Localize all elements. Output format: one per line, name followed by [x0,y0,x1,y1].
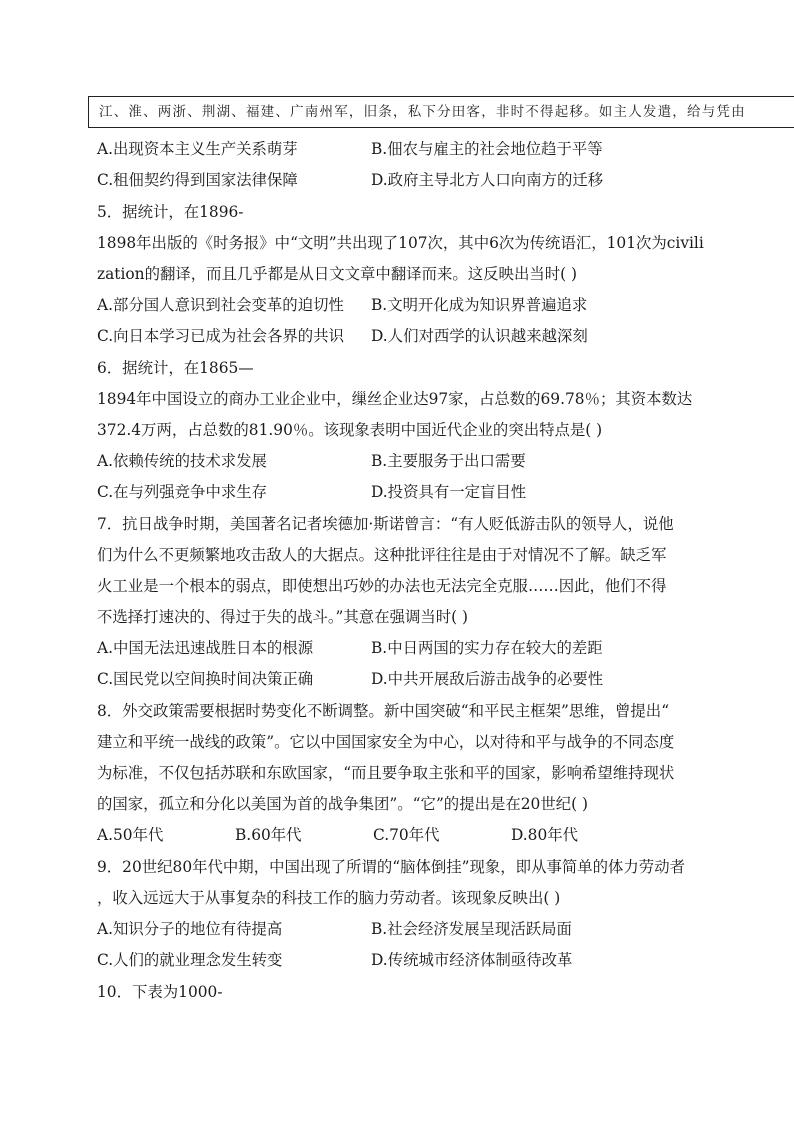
q10-stem-line-1: 10．下表为1000- [97,983,223,1001]
q6-stem-line-1: 6．据统计，在1865— [97,359,254,377]
q7-option-b[interactable]: B.中日两国的实力存在较大的差距 [371,639,603,657]
q6-option-b[interactable]: B.主要服务于出口需要 [371,452,526,470]
q9-option-b[interactable]: B.社会经济发展呈现活跃局面 [371,920,572,938]
q7-option-d[interactable]: D.中共开展敌后游击战争的必要性 [371,670,604,688]
q8-stem-line-2: 建立和平统一战线的政策”。它以中国国家安全为中心，以对待和平与战争的不同态度 [97,733,675,751]
q5-option-c[interactable]: C.向日本学习已成为社会各界的共识 [97,327,344,345]
q7-option-c[interactable]: C.国民党以空间换时间决策正确 [97,670,314,688]
q6-stem-line-3: 372.4万两，占总数的81.90％。该现象表明中国近代企业的突出特点是( ) [97,421,603,439]
q8-option-b[interactable]: B.60年代 [235,826,302,844]
q7-stem-line-1: 7．抗日战争时期，美国著名记者埃德加·斯诺曾言：“有人贬低游击队的领导人，说他 [97,515,674,533]
q5-stem-line-1: 5．据统计，在1896- [97,203,244,221]
q4-option-a[interactable]: A.出现资本主义生产关系萌芽 [97,140,298,158]
q5-option-b[interactable]: B.文明开化成为知识界普遍追求 [371,296,588,314]
q5-option-a[interactable]: A.部分国人意识到社会变革的迫切性 [97,296,344,314]
q5-option-d[interactable]: D.人们对西学的认识越来越深刻 [371,327,588,345]
q7-stem-line-2: 们为什么不更频繁地攻击敌人的大据点。这种批评往往是由于对情况不了解。缺乏军 [97,546,667,564]
q8-option-a[interactable]: A.50年代 [97,826,164,844]
q8-stem-line-1: 8．外交政策需要根据时势变化不断调整。新中国突破“和平民主框架”思维，曾提出“ [97,702,670,720]
q9-option-d[interactable]: D.传统城市经济体制亟待改革 [371,951,573,969]
q6-option-d[interactable]: D.投资具有一定盲目性 [371,483,527,501]
q4-option-c[interactable]: C.租佃契约得到国家法律保障 [97,171,298,189]
q9-stem-line-2: ，收入远远大于从事复杂的科技工作的脑力劳动者。该现象反映出( ) [97,889,561,907]
q6-option-c[interactable]: C.在与列强竞争中求生存 [97,483,268,501]
q7-stem-line-4: 不选择打速决的、得过于失的战斗。”其意在强调当时( ) [97,608,469,626]
q8-option-c[interactable]: C.70年代 [373,826,440,844]
q4-option-b[interactable]: B.佃农与雇主的社会地位趋于平等 [371,140,603,158]
q7-stem-line-3: 火工业是一个根本的弱点，即使想出巧妙的办法也无法完全克服……因此，他们不得 [97,577,667,595]
q9-option-c[interactable]: C.人们的就业理念发生转变 [97,951,283,969]
q5-stem-line-2: 1898年出版的《时务报》中“文明”共出现了107次，其中6次为传统语汇，101次为civili [97,234,704,252]
q8-option-d[interactable]: D.80年代 [511,826,579,844]
quoted-source-box: 江、淮、两浙、荆湖、福建、广南州军，旧条，私下分田客，非时不得起移。如主人发遣，给与凭由 [88,96,794,128]
q7-option-a[interactable]: A.中国无法迅速战胜日本的根源 [97,639,314,657]
q8-stem-line-3: 为标准，不仅包括苏联和东欧国家，“而且要争取主张和平的国家，影响希望维持现状 [97,764,675,782]
q9-stem-line-1: 9．20世纪80年代中期，中国出现了所谓的“脑体倒挂”现象，即从事简单的体力劳动者 [97,858,685,876]
q6-option-a[interactable]: A.依赖传统的技术求发展 [97,452,267,470]
q4-option-d[interactable]: D.政府主导北方人口向南方的迁移 [371,171,604,189]
q8-stem-line-4: 的国家，孤立和分化以美国为首的战争集团”。“它”的提出是在20世纪( ) [97,795,589,813]
q6-stem-line-2: 1894年中国设立的商办工业企业中，缫丝企业达97家，占总数的69.78％；其资本数达 [97,390,693,408]
q9-option-a[interactable]: A.知识分子的地位有待提高 [97,920,283,938]
q5-stem-line-3: zation的翻译，而且几乎都是从日文文章中翻译而来。这反映出当时( ) [97,265,578,283]
